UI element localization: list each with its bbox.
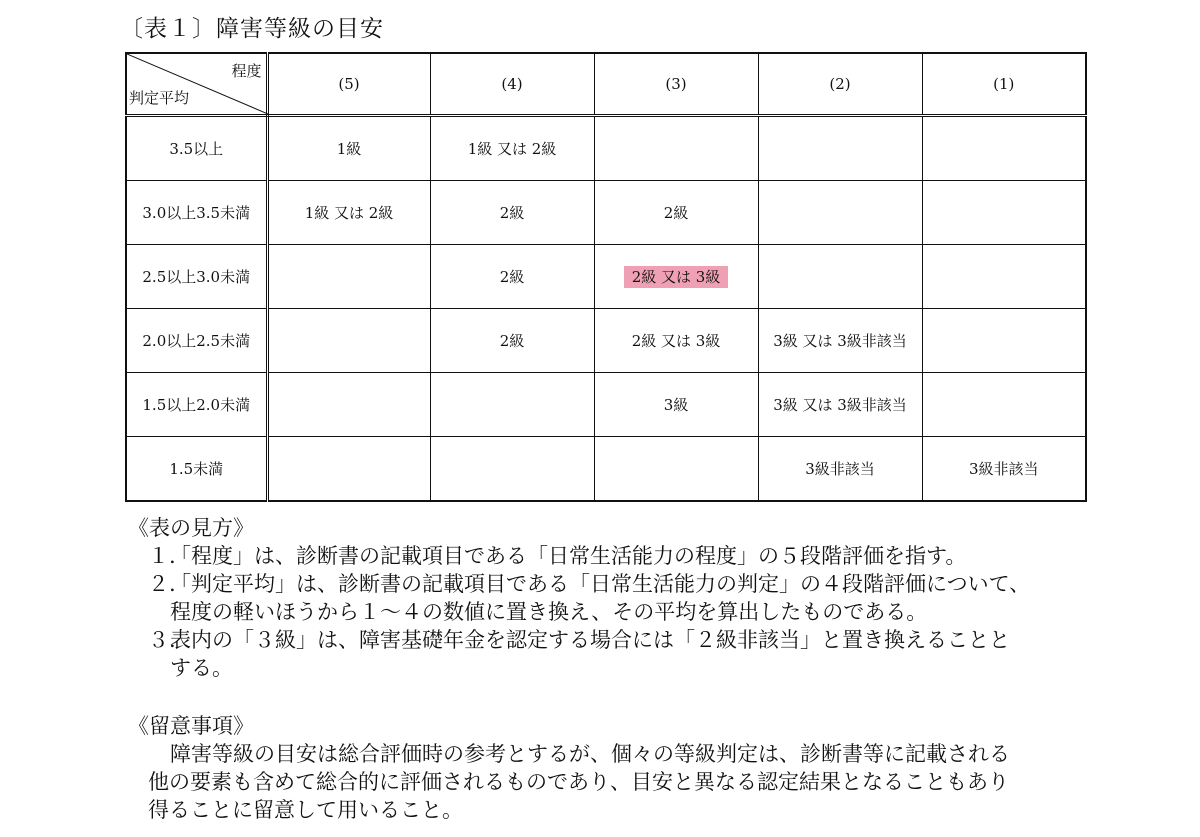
table-cell: 3級 又は 3級非該当 [758, 373, 922, 437]
column-header: (4) [430, 53, 594, 116]
notes-section [128, 514, 1108, 824]
table-cell: 1級 又は 2級 [267, 181, 430, 245]
corner-label-degree: 程度 [231, 62, 262, 80]
table-row [126, 437, 1086, 502]
note-item-2-continued: 程度の軽いほうから１～４の数値に置き換え、その平均を算出したものである。 [170, 600, 928, 624]
table-cell [430, 437, 594, 502]
table-caption: 〔表１〕障害等級の目安 [120, 16, 384, 42]
note-item-3 [148, 626, 1108, 654]
table-cell [922, 116, 1086, 181]
column-header: (2) [758, 53, 922, 116]
row-label: 2.5以上3.0未満 [126, 245, 267, 309]
table-cell [267, 437, 430, 502]
table-header-row [126, 53, 1086, 116]
remarks-line-3: 得ることに留意して用いること。 [148, 798, 463, 822]
table-row [126, 309, 1086, 373]
table-cell [758, 116, 922, 181]
table-row [126, 181, 1086, 245]
table-cell [922, 245, 1086, 309]
table-cell: 3級 又は 3級非該当 [758, 309, 922, 373]
table-cell: 2級 又は 3級 [594, 309, 758, 373]
table-cell [594, 437, 758, 502]
row-label: 1.5以上2.0未満 [126, 373, 267, 437]
note-number: ２. [148, 572, 176, 596]
table-cell [922, 181, 1086, 245]
remarks-line-1: 障害等級の目安は総合評価時の参考とするが、個々の等級判定は、診断書等に記載される [170, 742, 1010, 766]
table-cell [267, 245, 430, 309]
table-cell: 1級 [267, 116, 430, 181]
note-number: １. [148, 544, 176, 568]
note-text: 「程度」は、診断書の記載項目である「日常生活能力の程度」の５段階評価を指す。 [170, 544, 967, 568]
table-cell [758, 181, 922, 245]
corner-header-cell [126, 53, 267, 116]
note-number: ３. [148, 628, 176, 652]
corner-label-average: 判定平均 [129, 89, 190, 107]
table-row [126, 373, 1086, 437]
table-cell [267, 373, 430, 437]
table-cell: 3級 [594, 373, 758, 437]
column-header: (1) [922, 53, 1086, 116]
note-item-2 [148, 570, 1108, 598]
table-cell [922, 309, 1086, 373]
table-cell: 2級 [594, 181, 758, 245]
remarks-line-2: 他の要素も含めて総合的に評価されるものであり、目安と異なる認定結果となることもあり [148, 770, 1009, 794]
table-cell [758, 245, 922, 309]
column-header: (5) [267, 53, 430, 116]
table-cell: 3級非該当 [758, 437, 922, 502]
table-cell [430, 373, 594, 437]
table-cell: 2級 [430, 245, 594, 309]
row-label: 3.0以上3.5未満 [126, 181, 267, 245]
table-row [126, 116, 1086, 181]
column-header: (3) [594, 53, 758, 116]
highlight-marker: 2級 又は 3級 [624, 266, 729, 288]
highlighted-cell [594, 245, 758, 309]
row-label: 3.5以上 [126, 116, 267, 181]
table-cell [922, 373, 1086, 437]
disability-grade-table [125, 52, 1087, 502]
row-label: 2.0以上2.5未満 [126, 309, 267, 373]
table-cell: 2級 [430, 181, 594, 245]
table-cell: 3級非該当 [922, 437, 1086, 502]
table-cell [267, 309, 430, 373]
note-item-3-continued: する。 [170, 656, 233, 680]
note-item-1 [148, 542, 1108, 570]
row-label: 1.5未満 [126, 437, 267, 502]
remarks-heading: 《留意事項》 [128, 714, 254, 738]
table-cell: 1級 又は 2級 [430, 116, 594, 181]
table-row [126, 245, 1086, 309]
table-cell: 2級 [430, 309, 594, 373]
note-text: 「判定平均」は、診断書の記載項目である「日常生活能力の判定」の４段階評価について、 [170, 572, 1031, 596]
table-cell [594, 116, 758, 181]
notes-heading: 《表の見方》 [128, 516, 254, 540]
note-text: 表内の「３級」は、障害基礎年金を認定する場合には「２級非該当」と置き換えることと [170, 628, 1010, 652]
